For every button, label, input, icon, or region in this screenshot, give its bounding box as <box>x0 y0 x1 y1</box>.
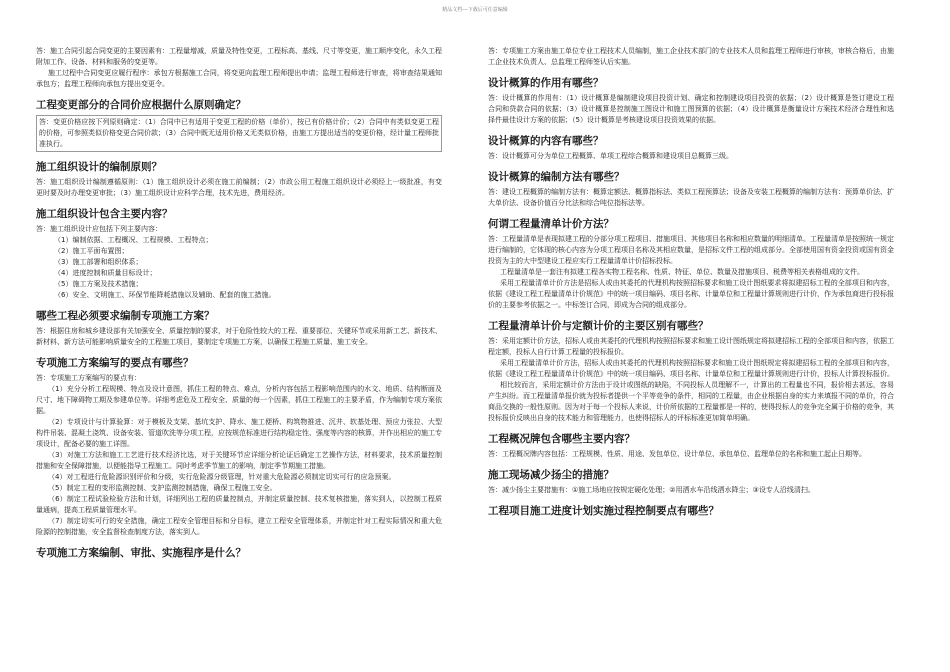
paragraph: 采用工程量清单计价方法是招标人或由其委托的代理机构按照招标要求和施工设计图纸要求将拟建招标工程的全部项目和内容，依据《建设工程工程量清单计价规范》中的统一项目编码、项目名称、计量单位和工程量计算规则进行计价，作为承包商进行投标报价的主要参考依据之一。中标签订合同，即成为合同的组成部分。 <box>488 279 894 309</box>
paragraph: 答：建设工程概算的编制方法有：概算定额法、概算指标法、类似工程预算法；设备及安装工程概算的编制方法有：预算单价法、扩大单价法、设备价值百分比法和综合吨位指标法等。 <box>488 188 894 207</box>
paragraph: （1）充分分析工程规模、特点及设计意图，抓住工程的特点、难点，分析内容包括工程影响范围内的水文、地质、结构断面及尺寸、地下障碍物工期及参建单位等。详细考虑危及工程安全、质量的每一个因素，抓住工程施工的主要矛盾，作为编制专项方案依据。 <box>36 385 442 415</box>
paragraph: （3）对施工方法和施工工艺进行技术经济比选，对于关键环节应详细分析论证后确定工艺操作方法，材料要求，技术质量控制措施和安全保障措施，以便能指导工程施工。同时考虑季节施工的影响，制定季节期施工措施。 <box>36 451 442 470</box>
section-heading: 工程量清单计价与定额计价的主要区别有哪些？ <box>488 320 709 332</box>
section-heading: 施工现场减少扬尘的措施？ <box>488 469 614 481</box>
paragraph: （4）对工程进行危险源识别评价和分级，实行危险源分级管理，针对重大危险源必须制定切实可行的应急预案。 <box>48 473 396 481</box>
left-column <box>36 46 442 560</box>
paragraph: 答：工程量清单是表现拟建工程的分部分项工程项目、措施项目、其他项目名称和相应数量的明细清单。工程量清单是按照统一规定进行编制的，它体现的核心内容为分项工程项目名称及其相应数量，是招标文件工程的组成部分。全部使用国有资金投资或国有资金投资为主的大中型建设工程应实行工程量清单计价招标投标。 <box>488 235 894 265</box>
section-heading: 专项施工方案编制、审批、实施程序是什么？ <box>36 547 246 559</box>
paragraph: 答：设计概算可分为单位工程概算、单项工程综合概算和建设项目总概算三级。 <box>488 152 733 160</box>
list-item: （2）施工平面布置图； <box>54 247 129 255</box>
section-heading: 工程变更部分的合同价应根据什么原则确定？ <box>36 99 246 111</box>
paragraph: 答：施工组织设计编制遵循原则：（1）施工组织设计必须在施工前编制；（2）市政公用工程施工组织设计必须经上一级批准，有变更时要及时办理变更审批；（3）施工组织设计应科学合理，技术先进，费用经济。 <box>36 178 442 197</box>
section-heading: 设计概算的作用有哪些？ <box>488 77 604 89</box>
paragraph: 答：采用定额计价方法，招标人或由其委托的代理机构按照招标要求和施工设计图纸规定将拟建招标工程的全部项目和内容，依据工程定额，投标人自行计算工程量的投标报价。 <box>488 337 894 356</box>
paragraph: 答：减少扬尘主要措施有：①施工场地应按规定硬化处理；②用洒水车沿线洒水降尘；③设专人沿线清扫。 <box>488 486 815 494</box>
list-item: （6）安全、文明施工、环保节能降耗措施以及辅助、配套的施工措施。 <box>54 291 276 299</box>
section-heading: 工程项目施工进度计划实施过程控制要点有哪些？ <box>488 505 719 517</box>
paragraph: 采用工程量清单计价方法，招标人或由其委托的代理机构按照招标要求和施工设计图纸规定将拟建招标工程的全部项目和内容，依据《建设工程工程量清单计价规范》中的统一项目编码、项目名称、计量单位和工程量计算规则进行计价，投标人计算投标报价。 <box>488 359 894 378</box>
list-item: （4）进度控制和质量目标设计； <box>54 269 157 277</box>
section-heading: 何谓工程量清单计价方法？ <box>488 218 614 230</box>
paragraph: 答：变更价格应按下列原则确定：（1）合同中已有适用于变更工程的价格（单价），按已有价格计价；（2）合同中有类似变更工程的价格，可参照类似价格变更合同价款；（3）合同中既无适用价格又无类似价格，由施工方提出适当的变更价格，经计量工程师批准执行。 <box>36 115 442 152</box>
paragraph: 答：施工组织设计应包括下列主要内容： <box>36 225 162 233</box>
paragraph: （5）制定工程的变形监测控制、支护监测控制措施，确保工程施工安全。 <box>48 484 277 492</box>
paragraph: 工程量清单是一套注有拟建工程各实物工程名称、性质、特征、单位、数量及措施项目、税费等相关表格组成的文件。 <box>500 268 864 276</box>
list-item: （3）施工部署和组织体系； <box>54 258 143 266</box>
page-header: 精品文档---下载后可任意编辑 <box>442 7 508 13</box>
paragraph: 答：设计概算的作用有：（1）设计概算是编制建设项目投资计划、确定和控制建设项目投资的依据；（2）设计概算是签订建设工程合同和贷款合同的依据；（3）设计概算是控制施工图设计和施工图预算的依据；（4）设计概算是衡量设计方案技术经济合理性和选择件最佳设计方案的依据；（5）设计概算是考核建设项目投资效果的依据。 <box>488 94 894 124</box>
list-item: （1）编制依据、工程概况、工程规模、工程特点； <box>54 236 213 244</box>
paragraph: 答：工程概况牌内容包括：工程规模、性质、用途、发包单位、设计单位、承包单位、监理单位的名称和施工起止日期等。 <box>488 450 866 458</box>
section-heading: 施工组织设计的编制原则？ <box>36 161 162 173</box>
section-heading: 工程概况牌包含哪些主要内容？ <box>488 433 635 445</box>
paragraph: （6）制定工程试验检验方法和计划，详细列出工程的质量控制点，并制定质量控制、技术复核措施，落实到人，以控制工程质量通病，提高工程质量管理水平。 <box>36 495 442 514</box>
section-heading: 专项施工方案编写的要点有哪些？ <box>36 357 194 369</box>
list-item: （5）施工方案及技术措施； <box>54 280 143 288</box>
paragraph: 施工过程中合同变更应履行程序：承包方根据施工合同，将变更向监理工程师提出申请；监理工程师进行审查，将审查结果通知承包方；监理工程师向承包方提出变更令。 <box>36 69 442 88</box>
paragraph: 答：施工合同引起合同变更的主要因素有：工程量增减，质量及特性变更，工程标高、基线、尺寸等变更，施工顺序变化，永久工程附加工作、设备、材料和服务的变更等。 <box>36 47 442 66</box>
paragraph: 相比较而言，采用定额计价方法由于设计或图纸的缺陷，不同投标人员理解不一，计算出的工程量也不同，报价相去甚远，容易产生纠纷。而工程量清单报价就为投标者提供一个平等竞争的条件，相同的工程量，由企业根据自身的实力来填报不同的单价，符合商品交换的一般性原则。因为对于每一个投标人来说，计价所依据的工程量都是一样的，使得投标人的竞争完全属于价格的竞争，其投标报价反映出自身的技术能力和管理能力，也使得招标人的评标标准更加简单明确。 <box>488 381 894 422</box>
paragraph: （2）专项设计与计算验算：对于模板及支架、基坑支护、降水、施工便桥、构筑物推进、沉井、软基处理、预应力张拉、大型构件吊装、混凝土浇筑、设备安装、管道吹洗等分项工程，应按规范标准进行结构稳定性、强度等内容的核算，并作出相应的施工专项设计，配备必要的施工详图。 <box>36 418 442 448</box>
paragraph: 答：专项施工方案由施工单位专业工程技术人员编制，施工企业技术部门的专业技术人员和监理工程师进行审核，审核合格后，由施工企业技术负责人、总监理工程师签认后实施。 <box>488 47 894 66</box>
section-heading: 哪些工程必须要求编制专项施工方案？ <box>36 310 215 322</box>
section-heading: 设计概算的内容有哪些？ <box>488 135 604 147</box>
paragraph: 答：根据住房和城乡建设部有关加强安全、质量控制的要求，对于危险性较大的工程、重要部位、关键环节或采用新工艺、新技术、新材料、新方法可能影响质量安全的工程施工项目，要制定专项施工方案，以确保工程施工质量、施工安全。 <box>36 327 442 346</box>
paragraph: （7）制定切实可行的安全措施，确定工程安全管理目标和分目标，建立工程安全管理体系，并制定针对工程实际情况和重大危险源的控制措施，安全监督检查制度方法，落实到人。 <box>36 517 442 536</box>
paragraph: 答：专项施工方案编写的要点有： <box>36 374 141 382</box>
section-heading: 施工组织设计包含主要内容？ <box>36 208 173 220</box>
right-column <box>488 46 894 518</box>
section-heading: 设计概算的编制方法有哪些？ <box>488 171 625 183</box>
